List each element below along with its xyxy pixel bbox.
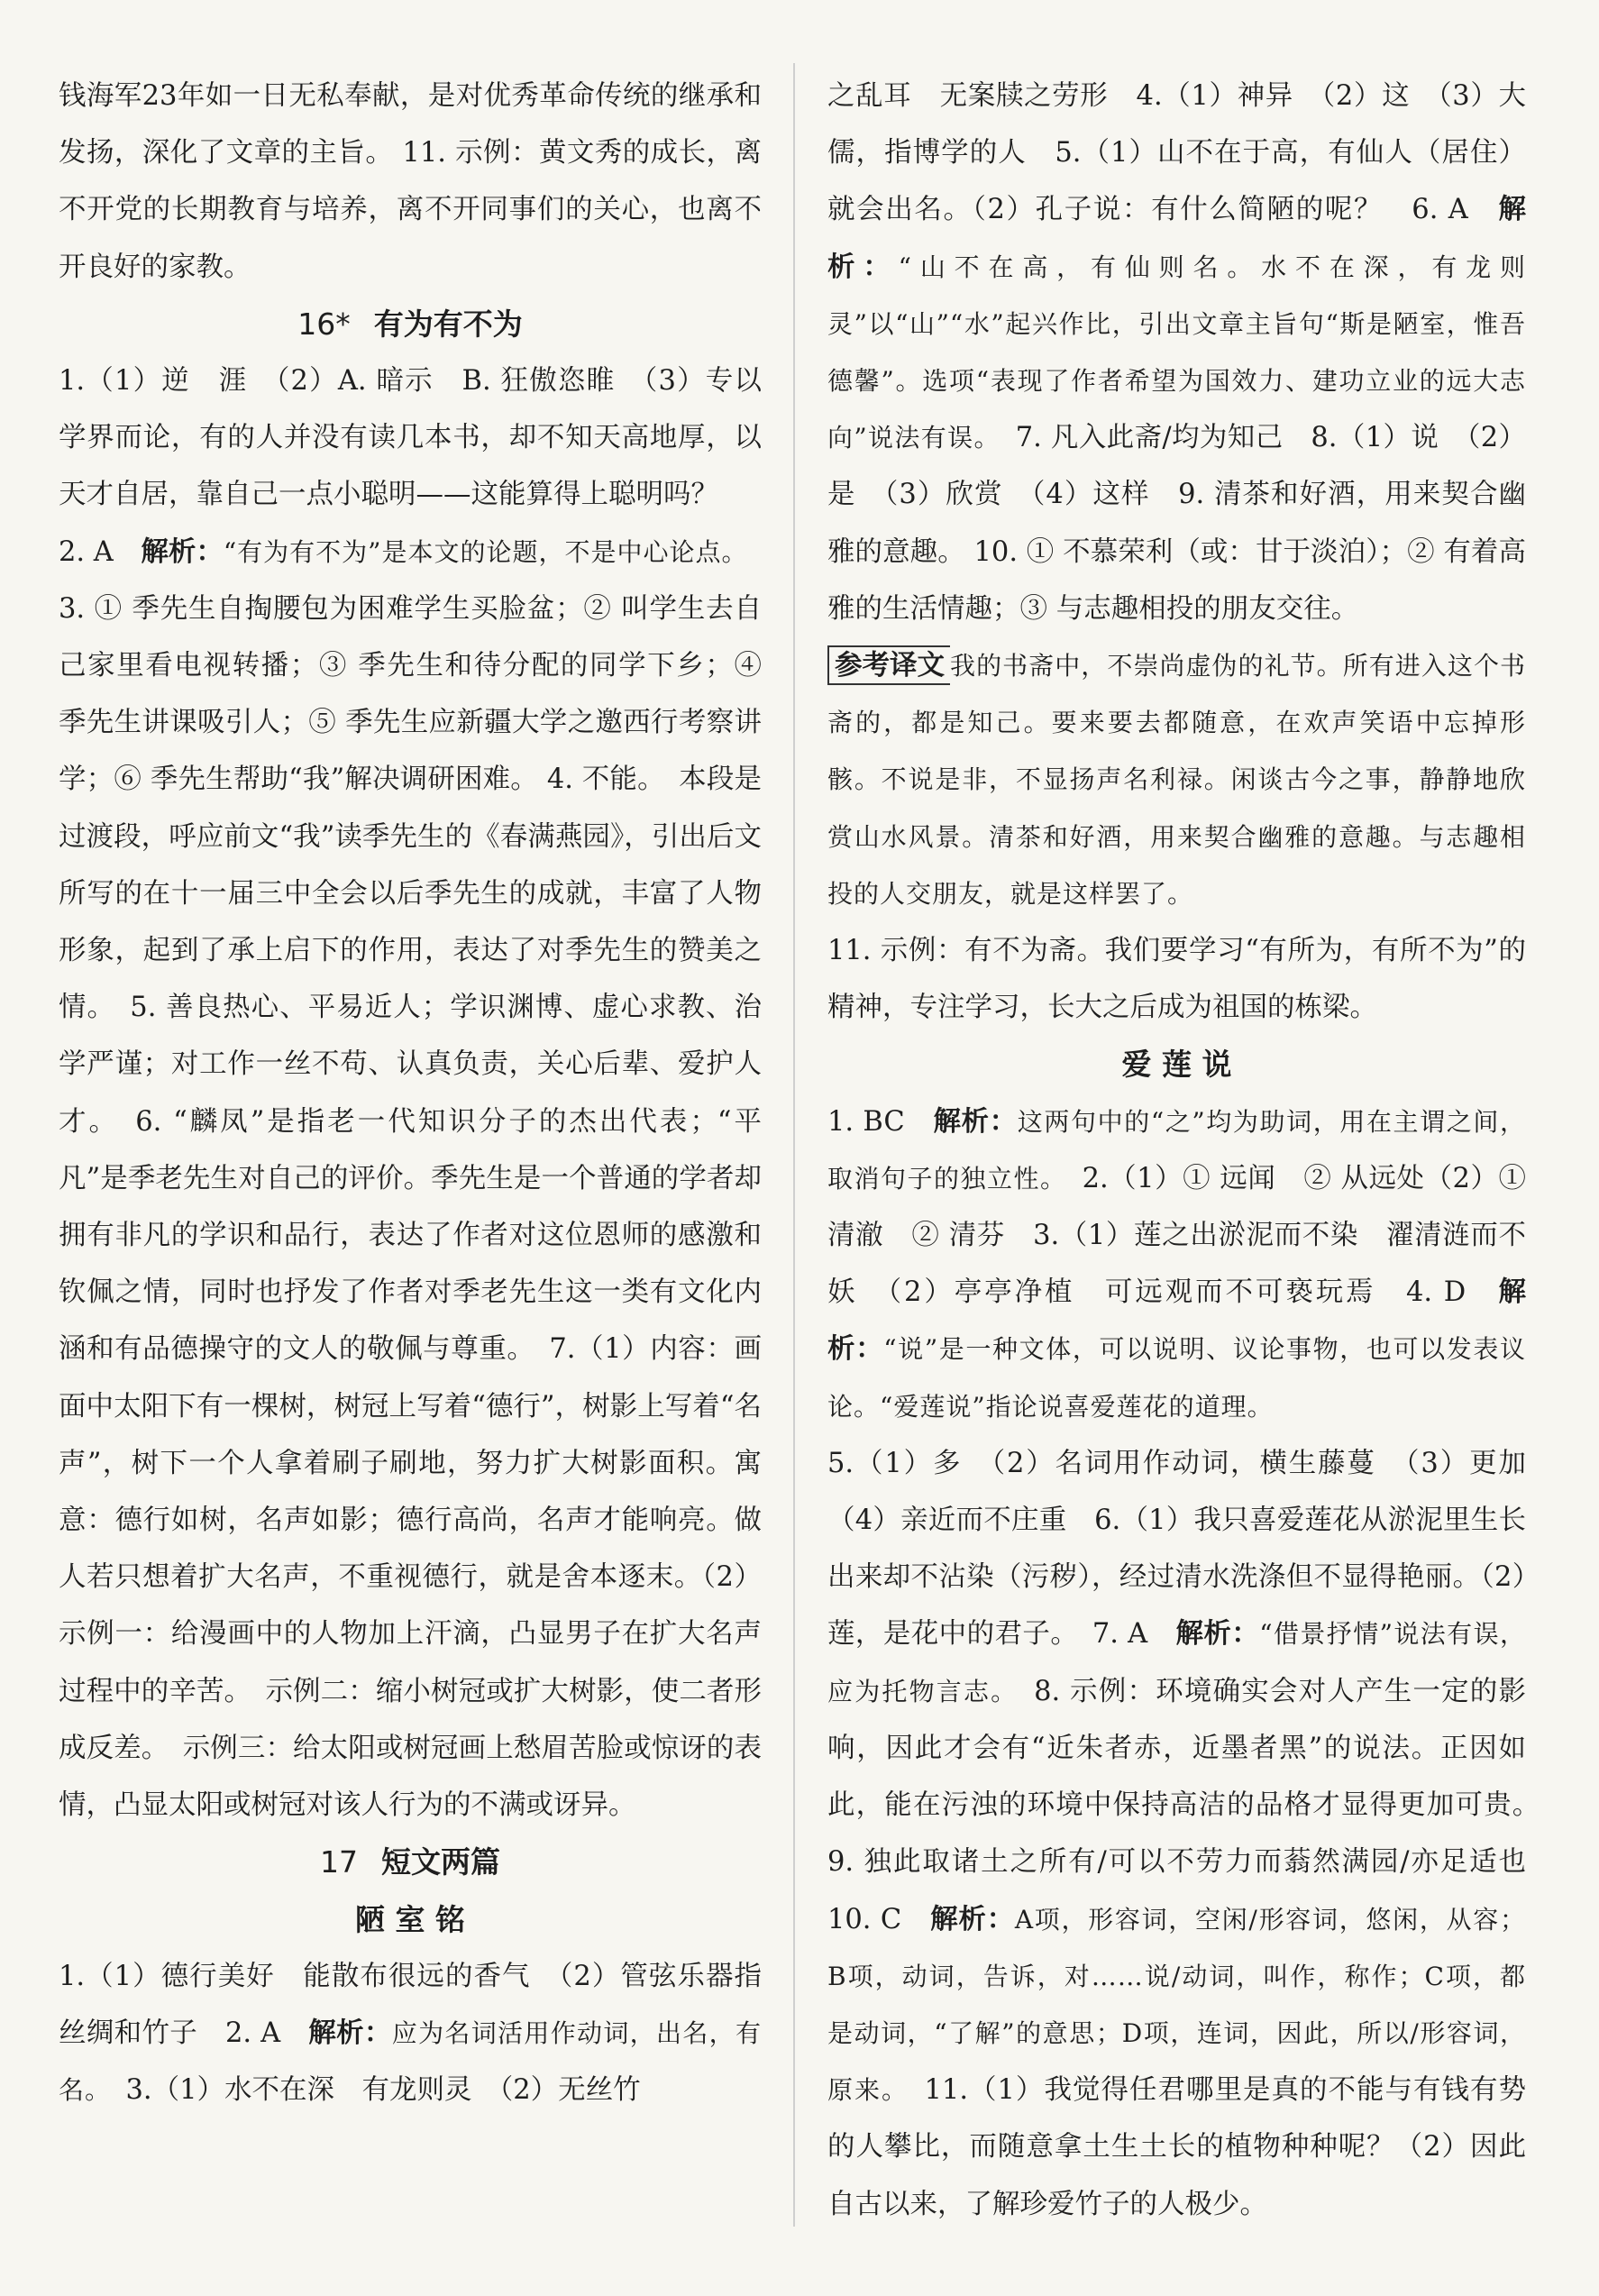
analysis-note: 应为名词活用作动词，出名，有名。 <box>59 2017 762 2106</box>
reference-label: 参考译文 <box>827 645 950 685</box>
section-17-heading <box>59 1834 762 1890</box>
left-column <box>59 68 762 2118</box>
section-17-title: 短文两篇 <box>381 1844 500 1880</box>
analysis-tag: 解析： <box>308 2016 392 2049</box>
analysis-tag: 解析： <box>1175 1617 1260 1651</box>
answers-1-2: 1.（1）德行美好 能散布很远的香气 （2）管弦乐器指丝绸和竹子 2. A <box>59 1960 762 2049</box>
answers-3-to-7: 3. ① 季先生自掏腰包为困难学生买脸盆；② 叫学生去自己家里看电视转播；③ 季先生和待分配的同学下乡；④ 季先生讲课吸引人；⑤ 季先生应新疆大学之邀西行考察讲学；⑥ 季先生帮助“我”解决调研困难。 4. 不能。 本段是过渡段，呼应前文“我”读季先生的《春满燕园》，引出后文所写的在十一届三中全会以后季先生的成就，丰富了人物形象，起到了承上启下的作用，表达了对季先生的赞美之情。 5. 善良热心、平易近人；学识渊博、虚心求教、治学严谨；对工作一丝不苟、认真负责，关心后辈、爱护人才。 6. “麟凤”是指老一代知识分子的杰出代表；“平凡”是季老先生对自己的评价。季先生是一个普通的学者却拥有非凡的学识和品行，表达了作者对这位恩师的感激和钦佩之情，同时也抒发了作者对季老先生这一类有文化内涵和有品德操守的文人的敬佩与尊重。 7.（1）内容：画面中太阳下有一棵树，树冠上写着“德行”，树影上写着“名声”，树下一个人拿着刷子刷地，努力扩大树影面积。寓意：德行如树，名声如影；德行高尚，名声才能响亮。做人若只想着扩大名声，不重视德行，就是舍本逐末。（2）示例一：给漫画中的人物加上汗滴，凸显男子在扩大名声过程中的辛苦。 示例二：缩小树冠或扩大树影，使二者形成反差。 示例三：给太阳或树冠画上愁眉苦脸或惊讶的表情，凸显太阳或树冠对该人行为的不满或讶异。 <box>59 535 763 1822</box>
analysis-tag: 解析： <box>930 1902 1015 1935</box>
answers-2-to-4: 2.（1）① 远闻 ② 从远处（2）① 清澈 ② 清芬 3.（1）莲之出淤泥而不染 濯清涟而不妖 （2）亭亭净植 可远观而不可亵玩焉 4. D <box>827 1162 1526 1309</box>
loushiming-heading: 陋 室 铭 <box>355 1901 465 1937</box>
reference-text: 我的书斋中，不崇尚虚伪的礼节。所有进入这个书斋的，都是知己。要来要去都随意，在欢声笑语中忘掉形骸。不说是非，不显扬声名利禄。闲谈古今之事，静静地欣赏山水风景。清茶和好酒，用来契合幽雅的意趣。与志趣相投的人交朋友，就是这样罢了。 <box>827 651 1526 909</box>
analysis-tag: 解析： <box>827 1276 1526 1366</box>
answers-8-to-10: 8. 示例：环境确实会对人产生一定的影响，因此才会有“近朱者赤，近墨者黑”的说法。正因如此，能在污浊的环境中保持高洁的品格才显得更加可贵。 9. 独此取诸土之所有/可以不劳力而蓊然满园/亦足适也 10. C <box>827 1675 1554 1935</box>
section-16-q1: 1.（1）逆 涯 （2）A. 暗示 B. 狂傲恣睢 （3）专以学界而论，有的人并没有读几本书，却不知天高地厚，以天才自居，靠自己一点小聪明——这能算得上聪明吗？ <box>59 365 762 511</box>
section-16-title: 有为有不为 <box>373 306 523 342</box>
answer-2-label: 2. A <box>59 535 142 568</box>
answers-5-to-7: 5.（1）多 （2）名词用作动词，横生藤蔓 （3）更加（4）亲近而不庄重 6.（1）我只喜爱莲花从淤泥里生长出来却不沾染（污秽），经过清水洗涤但不显得艳丽。（2）莲，是花中的君子。 7. A <box>827 1447 1526 1651</box>
analysis-note: “说”是一种文体，可以说明、议论事物，也可以发表议论。“爱莲说”指论说喜爱莲花的道理。 <box>827 1334 1526 1422</box>
analysis-tag: 解析： <box>933 1104 1018 1138</box>
analysis-note: A项，形容词，空闲/形容词，悠闲，从容；B项，动词，告诉，对……说/动词，叫作，称作；C项，都是动词，“了解”的意思；D项，连词，因此，所以/形容词，原来。 <box>827 1904 1526 2106</box>
answer-11: 11.（1）我觉得任君哪里是真的不能与有钱有势的人攀比，而随意拿土生土长的植物种种呢？（2）因此自古以来，了解珍爱竹子的人极少。 <box>827 2074 1526 2220</box>
answer-11: 11. 示例：有不为斋。我们要学习“有所为，有所不为”的精神，专注学习，长大之后成为祖国的栋梁。 <box>827 935 1526 1024</box>
section-17-number: 17 <box>320 1844 358 1880</box>
section-16-number: 16* <box>297 306 351 342</box>
loushiming-answers <box>59 1948 762 2119</box>
analysis-note: “借景抒情”说法有误，应为托物言志。 <box>827 1619 1526 1706</box>
analysis-tag: 解析： <box>141 535 224 568</box>
reference-translation <box>827 637 1526 922</box>
answer-1-label: 1. BC <box>827 1105 934 1138</box>
ailianshuo-answers-1-4 <box>827 1093 1526 1435</box>
ailianshuo-answers-5-11 <box>827 1435 1554 2233</box>
answers-3-to-6: 之乱耳 无案牍之劳形 4.（1）神异 （2）这 （3）大儒，指博学的人 5.（1）山不在于高，有仙人（居住）就会出名。（2）孔子说：有什么简陋的呢？ 6. A <box>827 80 1526 226</box>
analysis-note: 这两句中的“之”均为助词，用在主谓之间，取消句子的独立性。 <box>827 1106 1526 1194</box>
right-column <box>827 68 1554 2233</box>
ailianshuo-heading: 爱 莲 说 <box>1121 1047 1232 1083</box>
analysis-tag: 解析： <box>827 193 1526 283</box>
loushiming-continued <box>827 68 1526 637</box>
analysis-note: “有为有不为”是本文的论题，不是中心论点。 <box>223 536 736 567</box>
section-16-heading <box>59 296 762 352</box>
analysis-note: “山不在高，有仙则名。水不在深，有龙则灵”以“山”“水”起兴作比，引出文章主旨句“斯是陋室，惟吾德馨”。选项“表现了作者希望为国效力、建功立业的远大志向”说法有误。 <box>827 252 1526 453</box>
intro-paragraph: 钱海军23年如一日无私奉献，是对优秀革命传统的继承和发扬，深化了文章的主旨。 11. 示例：黄文秀的成长，离不开党的长期教育与培养，离不开同事们的关心，也离不开良好的家教。 <box>59 80 762 283</box>
section-16-answers <box>59 524 762 1834</box>
answer-3-start: 3.（1）水不在深 有龙则灵 （2）无丝竹 <box>98 2074 641 2107</box>
column-divider <box>793 63 795 2227</box>
answers-7-to-10: 7. 凡入此斋/均为知己 8.（1）说 （2）是 （3）欣赏 （4）这样 9. 清茶和好酒，用来契合幽雅的意趣。 10. ① 不慕荣利（或：甘于淡泊）；② 有着高雅的生活情趣；③ 与志趣相投的朋友交往。 <box>827 422 1526 625</box>
